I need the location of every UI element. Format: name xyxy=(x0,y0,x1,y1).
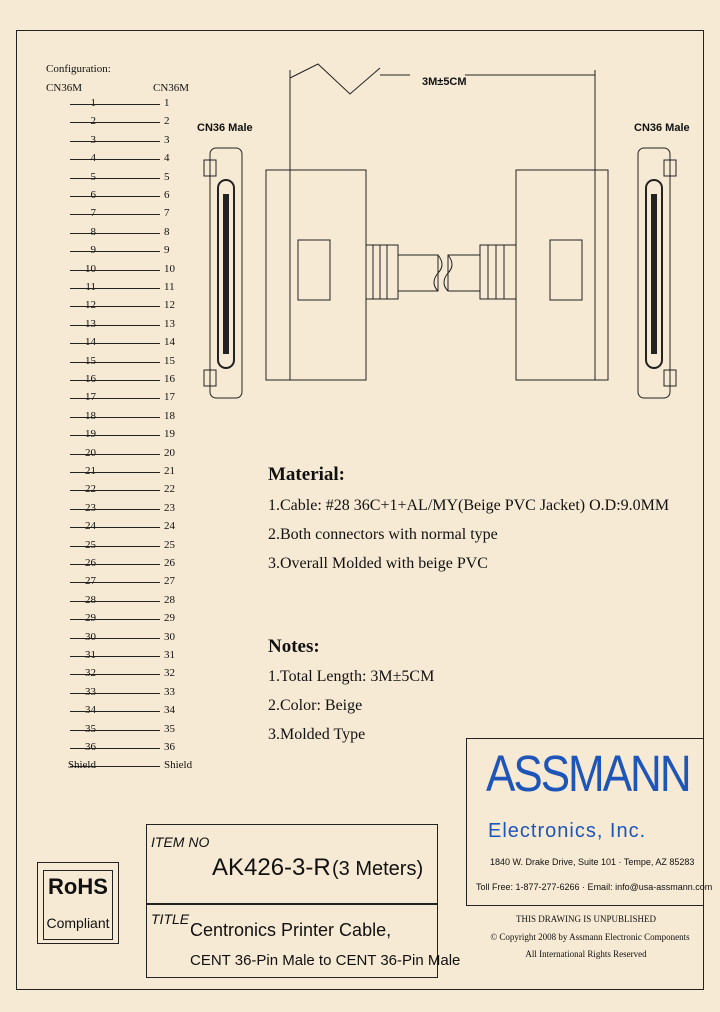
pin-wire xyxy=(70,251,160,252)
company-logo: ASSMANN xyxy=(486,746,690,803)
pin-wire xyxy=(70,619,160,620)
pin-wire xyxy=(70,214,160,215)
pin-wire xyxy=(70,674,160,675)
pin-row xyxy=(30,722,200,736)
pin-row xyxy=(30,630,200,644)
pin-wire xyxy=(70,380,160,381)
pin-right-label: 33 xyxy=(164,685,175,698)
pin-row xyxy=(30,519,200,533)
pin-right-label: 30 xyxy=(164,630,175,643)
pin-right-label: 22 xyxy=(164,483,175,496)
pin-row xyxy=(30,225,200,239)
pin-left-label: 33 xyxy=(85,685,96,698)
pin-row xyxy=(30,648,200,662)
pin-row xyxy=(30,206,200,220)
pin-left-label: 34 xyxy=(85,704,96,717)
notes-title: Notes: xyxy=(268,636,320,657)
pin-row xyxy=(30,556,200,570)
pin-right-label: 19 xyxy=(164,428,175,441)
pin-row xyxy=(30,96,200,110)
pin-wire xyxy=(70,233,160,234)
pin-left-label: 23 xyxy=(85,501,96,514)
right-connector-label: CN36 Male xyxy=(634,122,690,134)
pin-right-label: 23 xyxy=(164,501,175,514)
pin-wire xyxy=(70,325,160,326)
pin-right-label: 14 xyxy=(164,336,175,349)
company-subtitle: Electronics, Inc. xyxy=(488,820,647,842)
pin-right-label: 20 xyxy=(164,446,175,459)
pin-right-label: 1 xyxy=(164,97,170,109)
pin-row xyxy=(30,758,200,772)
pin-wire xyxy=(70,564,160,565)
pin-wire xyxy=(70,398,160,399)
pin-wire xyxy=(70,178,160,179)
left-connector-label: CN36 Male xyxy=(197,122,253,134)
pin-left-label: 3 xyxy=(90,133,96,146)
pin-right-label: 4 xyxy=(164,152,170,165)
pin-wire xyxy=(70,472,160,473)
pin-left-label: 26 xyxy=(85,557,96,569)
pin-right-label: 26 xyxy=(164,557,175,569)
pin-right-label: 12 xyxy=(164,299,175,312)
pin-wire xyxy=(70,104,160,105)
pin-row xyxy=(30,317,200,331)
pin-row xyxy=(30,446,200,460)
title-line-2: CENT 36-Pin Male to CENT 36-Pin Male xyxy=(190,952,461,969)
cable-length-label: 3M±5CM xyxy=(422,76,467,88)
pin-wire xyxy=(70,582,160,583)
material-line-3: 3.Overall Molded with beige PVC xyxy=(268,555,488,572)
pin-right-label: Shield xyxy=(164,759,193,772)
pin-left-label: 15 xyxy=(85,354,96,367)
pin-wire xyxy=(70,270,160,271)
pin-right-label: 25 xyxy=(164,538,175,551)
notes-line-3: 3.Molded Type xyxy=(268,726,366,743)
pin-right-label: 28 xyxy=(164,593,175,606)
pin-wire xyxy=(70,122,160,123)
pin-row xyxy=(30,262,200,276)
pin-left-label: 16 xyxy=(85,373,96,385)
pin-wire xyxy=(70,509,160,510)
pin-row xyxy=(30,133,200,147)
pin-right-label: 6 xyxy=(164,189,170,201)
pin-left-label: 7 xyxy=(90,207,96,220)
pin-right-label: 5 xyxy=(164,170,170,183)
legal-line-1: THIS DRAWING IS UNPUBLISHED xyxy=(515,914,657,924)
pin-row xyxy=(30,409,200,423)
pin-wire xyxy=(70,159,160,160)
pin-left-label: 22 xyxy=(85,483,96,496)
pin-wire xyxy=(70,656,160,657)
pin-left-label: 13 xyxy=(85,317,96,330)
pin-wire xyxy=(70,196,160,197)
pin-right-label: 11 xyxy=(164,281,175,293)
pin-right-label: 9 xyxy=(164,244,170,257)
rohs-title: RoHS xyxy=(48,874,108,899)
pin-left-label: 9 xyxy=(90,244,96,257)
pin-left-label: 32 xyxy=(85,667,96,680)
pin-right-label: 16 xyxy=(164,373,175,385)
pin-row xyxy=(30,427,200,441)
pin-row xyxy=(30,390,200,404)
pin-row xyxy=(30,354,200,368)
pin-row xyxy=(30,464,200,478)
company-address: 1840 W. Drake Drive, Suite 101 · Tempe, AZ 85283 xyxy=(490,857,695,867)
pin-right-label: 10 xyxy=(164,262,175,275)
pin-row xyxy=(30,280,200,294)
pin-right-label: 34 xyxy=(164,704,175,717)
pin-right-label: 7 xyxy=(164,207,170,220)
pin-left-label: 8 xyxy=(90,225,96,238)
pin-left-label: 2 xyxy=(90,115,96,128)
title-line-1: Centronics Printer Cable, xyxy=(190,920,392,940)
pin-row xyxy=(30,151,200,165)
pin-left-label: 17 xyxy=(85,391,96,404)
configuration-title: Configuration: xyxy=(46,63,111,75)
pin-left-label: 1 xyxy=(90,97,96,109)
item-number: AK426-3-R xyxy=(212,854,331,881)
pin-row xyxy=(30,574,200,588)
pin-row xyxy=(30,298,200,312)
pin-wire xyxy=(70,711,160,712)
pin-left-label: 30 xyxy=(85,630,96,643)
pin-row xyxy=(30,372,200,386)
legal-line-3: All International Rights Reserved xyxy=(525,949,647,959)
pin-wire xyxy=(70,454,160,455)
pin-row xyxy=(30,685,200,699)
legal-line-2-text: Copyright 2008 by Assmann Electronic Components xyxy=(499,932,690,942)
pin-right-label: 27 xyxy=(164,575,175,588)
legal-line-2 xyxy=(470,932,710,942)
cable-drawing xyxy=(190,50,700,420)
pin-row xyxy=(30,482,200,496)
pin-left-label: 19 xyxy=(85,428,96,441)
pin-wire xyxy=(70,362,160,363)
pin-right-label: 8 xyxy=(164,225,170,238)
pin-left-label: 5 xyxy=(90,170,96,183)
pin-row xyxy=(30,593,200,607)
pin-row xyxy=(30,501,200,515)
pin-row xyxy=(30,188,200,202)
pin-left-label: 21 xyxy=(85,465,96,477)
pin-right-label: 18 xyxy=(164,409,175,422)
pin-left-label: 12 xyxy=(85,299,96,312)
pin-right-label: 17 xyxy=(164,391,175,404)
pin-left-label: 6 xyxy=(90,189,96,201)
pin-right-label: 35 xyxy=(164,722,175,735)
pin-left-label: 11 xyxy=(85,281,96,293)
item-label: ITEM NO xyxy=(151,834,210,850)
pin-wire xyxy=(70,693,160,694)
pin-row xyxy=(30,703,200,717)
pin-left-label: 25 xyxy=(85,538,96,551)
pin-right-label: 36 xyxy=(164,741,175,753)
pin-left-label: 35 xyxy=(85,722,96,735)
pin-right-label: 3 xyxy=(164,133,170,146)
pin-right-label: 31 xyxy=(164,649,175,661)
pin-row xyxy=(30,243,200,257)
pin-row xyxy=(30,538,200,552)
pin-right-label: 21 xyxy=(164,465,175,477)
pin-right-label: 2 xyxy=(164,115,170,128)
pin-wire xyxy=(70,748,160,749)
pin-wire xyxy=(70,141,160,142)
pin-wire xyxy=(70,417,160,418)
pin-right-label: 15 xyxy=(164,354,175,367)
material-line-2: 2.Both connectors with normal type xyxy=(268,526,498,543)
pin-left-label: 20 xyxy=(85,446,96,459)
pin-wire xyxy=(70,288,160,289)
company-contact: Toll Free: 1-877-277-6266 · Email: info@usa-assmann.com xyxy=(476,882,713,892)
pin-wire xyxy=(70,601,160,602)
pin-right-label: 24 xyxy=(164,520,175,533)
pin-wire xyxy=(70,306,160,307)
pin-left-label: 27 xyxy=(85,575,96,588)
pin-left-label: 29 xyxy=(85,612,96,625)
pin-wire xyxy=(70,730,160,731)
pin-left-label: 4 xyxy=(90,152,96,165)
copyright-icon: © xyxy=(490,932,498,942)
pin-row xyxy=(30,666,200,680)
pin-row xyxy=(30,170,200,184)
pin-left-label: 24 xyxy=(85,520,96,533)
pin-left-label: 36 xyxy=(85,741,96,753)
configuration-left-header: CN36M xyxy=(46,82,83,94)
title-label: TITLE xyxy=(151,911,190,927)
pin-wire xyxy=(70,546,160,547)
rohs-subtitle: Compliant xyxy=(46,915,110,931)
pin-right-label: 29 xyxy=(164,612,175,625)
pin-row xyxy=(30,740,200,754)
pin-wire xyxy=(70,343,160,344)
pin-row xyxy=(30,114,200,128)
pin-left-label: 31 xyxy=(85,649,96,661)
pin-row xyxy=(30,335,200,349)
material-line-1: 1.Cable: #28 36C+1+AL/MY(Beige PVC Jacket) O.D:9.0MM xyxy=(268,497,670,514)
pin-wire xyxy=(70,435,160,436)
notes-line-2: 2.Color: Beige xyxy=(268,697,363,714)
pin-wire xyxy=(70,638,160,639)
pin-row xyxy=(30,611,200,625)
item-length: (3 Meters) xyxy=(332,858,424,880)
configuration-right-header: CN36M xyxy=(153,82,190,94)
pin-left-label: 28 xyxy=(85,593,96,606)
material-title: Material: xyxy=(268,464,346,485)
pin-wire xyxy=(70,490,160,491)
pin-wire xyxy=(70,766,160,767)
pin-right-label: 13 xyxy=(164,317,175,330)
pin-left-label: 14 xyxy=(85,336,96,349)
notes-line-1: 1.Total Length: 3M±5CM xyxy=(268,668,435,685)
pin-left-label: Shield xyxy=(67,759,96,772)
pin-left-label: 18 xyxy=(85,409,96,422)
pin-right-label: 32 xyxy=(164,667,175,680)
pin-left-label: 10 xyxy=(85,262,96,275)
pin-wire xyxy=(70,527,160,528)
